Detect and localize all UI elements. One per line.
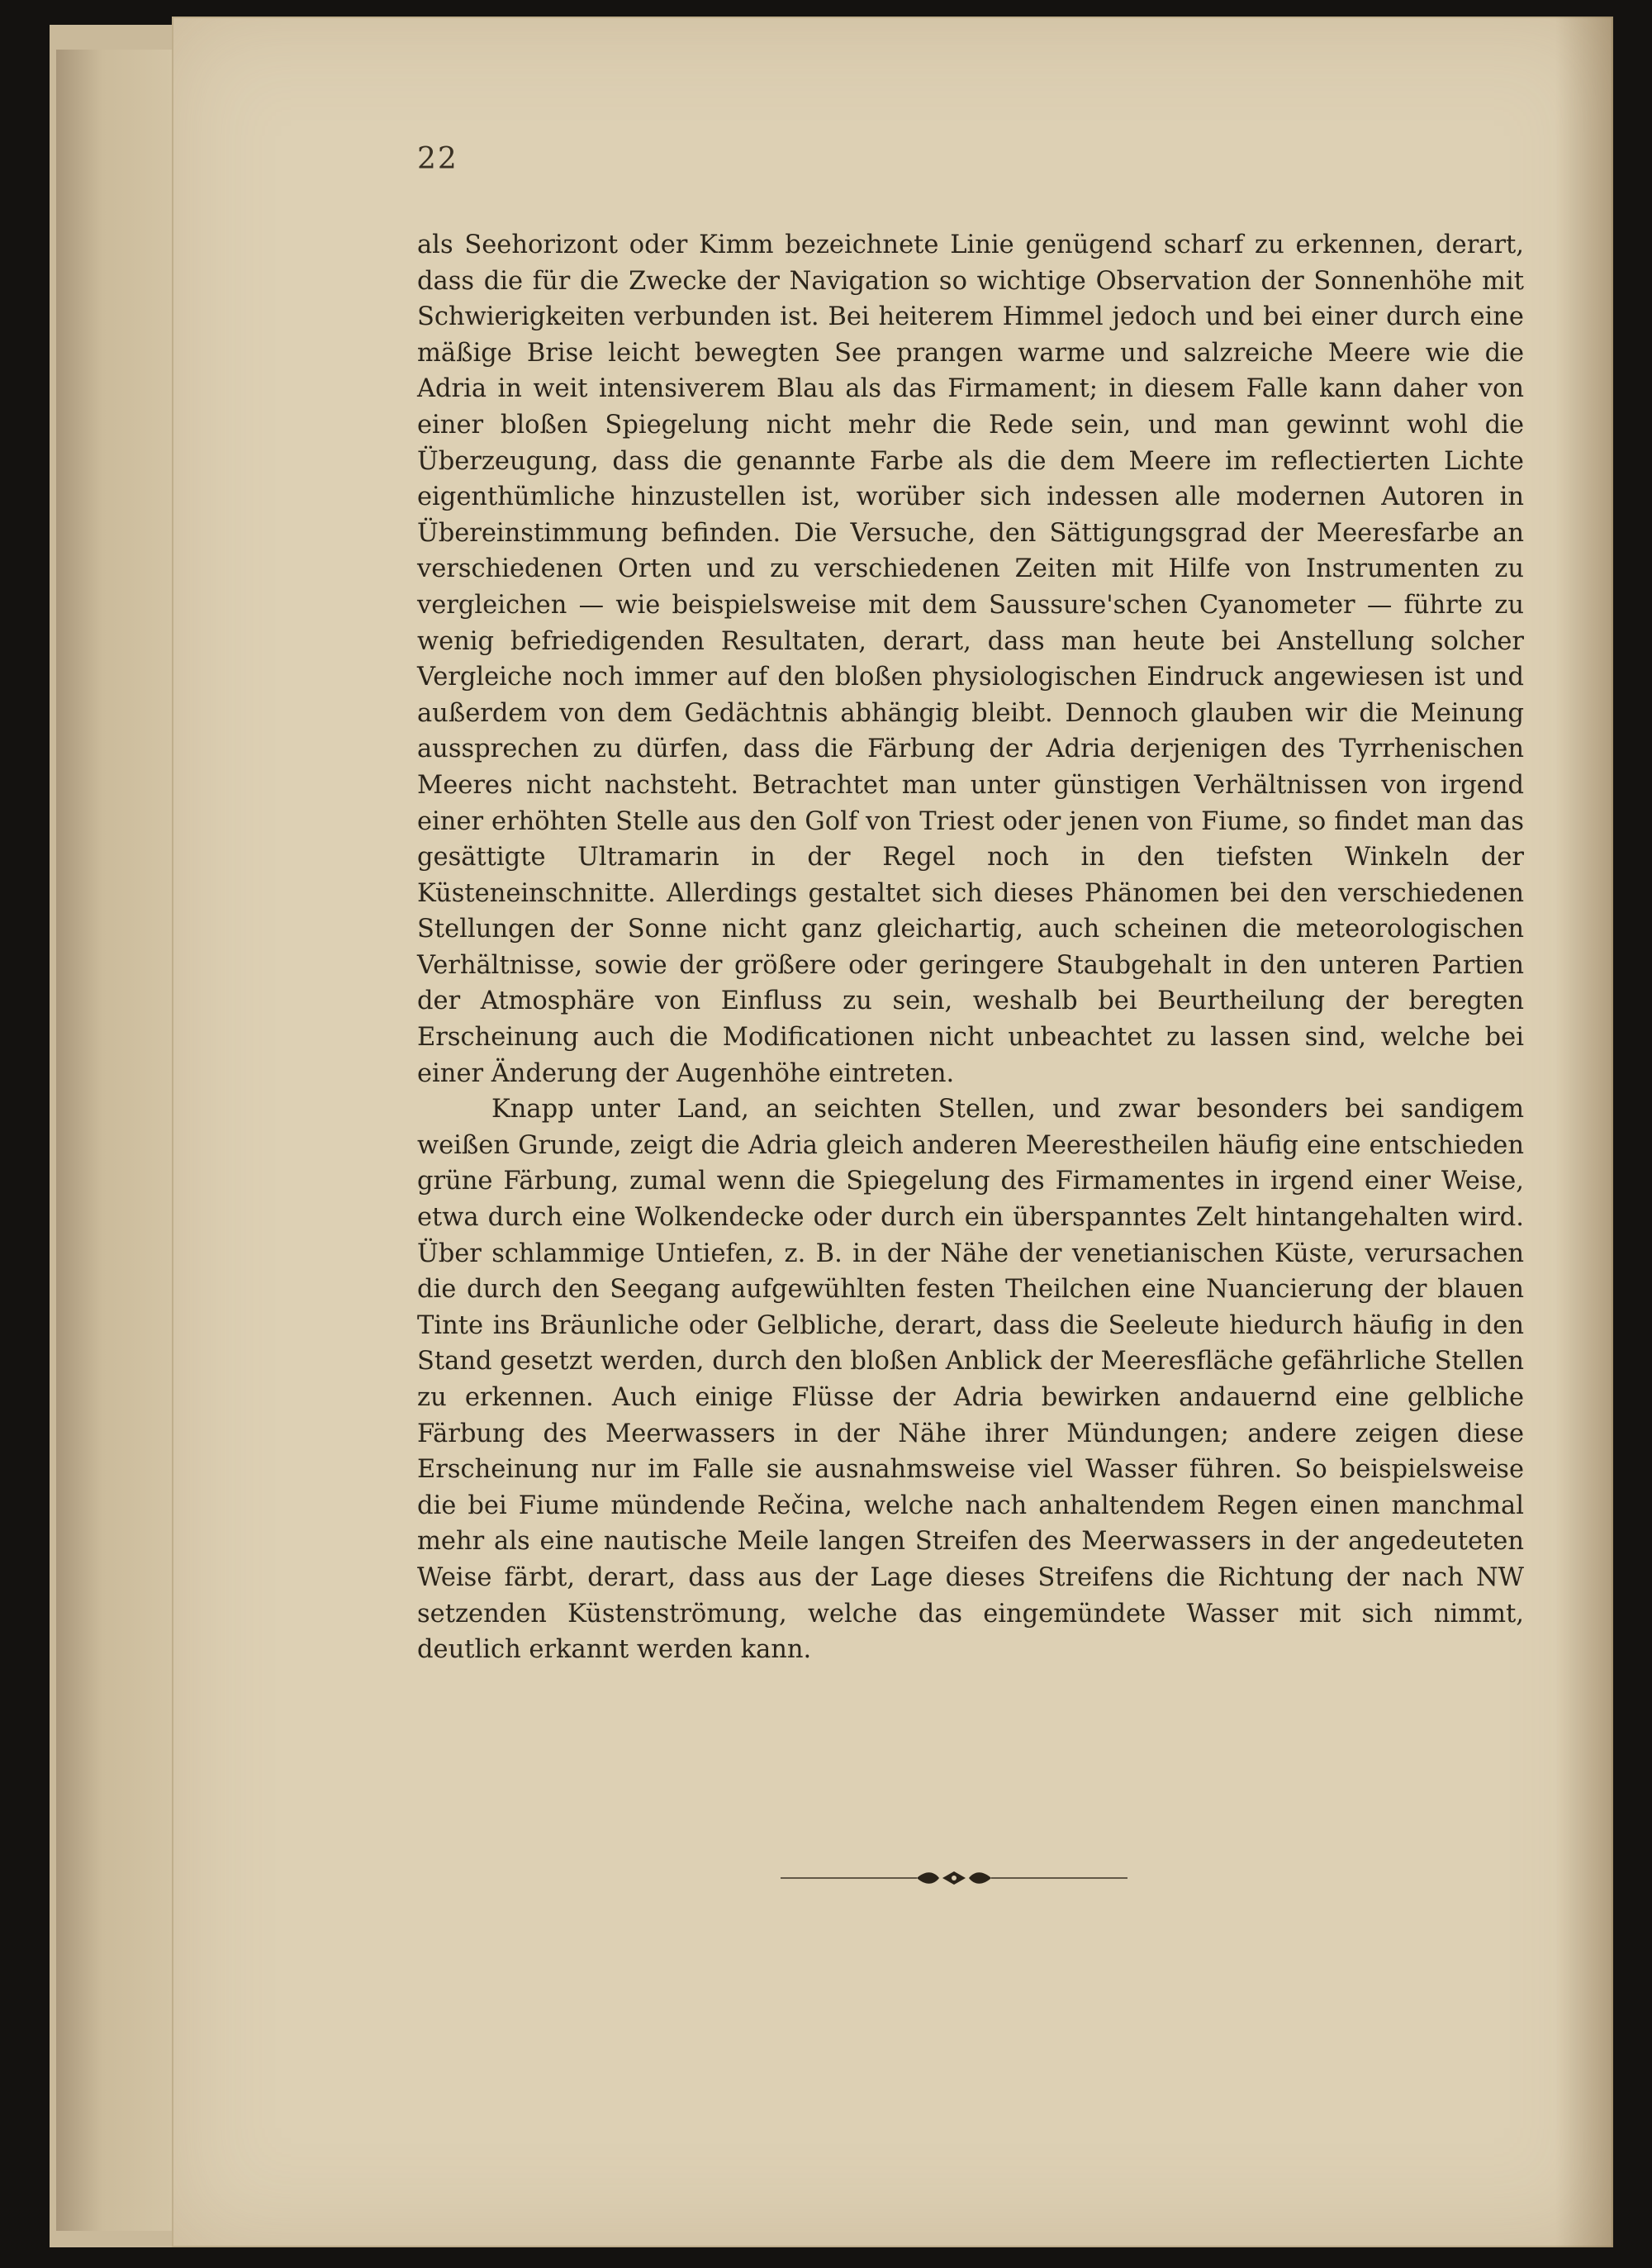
book-gutter (56, 50, 172, 2231)
ornament-divider-icon (781, 1866, 1127, 1890)
paragraph-1: als Seehorizont oder Kimm bezeichnete Linie genügend scharf zu erkennen, derart, dass die für die Zwecke der Navigation so wichtige Observation der Sonnenhöhe mit Schwierigkeiten verbunden ist. Bei heiterem Himmel jedoch und bei einer durch eine mäßige Brise leicht bewegten See prangen warme und salzreiche Meere wie die Adria in weit intensiverem Blau als das Firmament; in diesem Falle kann daher von einer bloßen Spiegelung nicht mehr die Rede sein, und man gewinnt wohl die Überzeugung, dass die genannte Farbe als die dem Meere im reflectierten Lichte eigenthümliche hinzustellen ist, worüber sich indessen alle modernen Autoren in Übereinstimmung befinden. Die Versuche, den Sättigungsgrad der Meeresfarbe an verschiedenen Orten und zu verschiedenen Zeiten mit Hilfe von Instrumenten zu vergleichen — wie beispielsweise mit dem Saussure'schen Cyanometer — führte zu wenig befriedigenden Resultaten, derart, dass man heute bei Anstellung solcher Vergleiche noch immer auf den bloßen physiologischen Eindruck angewiesen ist und außerdem von dem Gedächtnis abhängig bleibt. Dennoch glauben wir die Meinung aussprechen zu dürfen, dass die Färbung der Adria derjenigen des Tyrrhenischen Meeres nicht nachsteht. Betrachtet man unter günstigen Verhältnissen von irgend einer erhöhten Stelle aus den Golf von Triest oder jenen von Fiume, so findet man das gesättigte Ultramarin in der Regel noch in den tiefsten Winkeln der Küsteneinschnitte. Allerdings gestaltet sich dieses Phänomen bei den verschiedenen Stellungen der Sonne nicht ganz gleichartig, auch scheinen die meteorologischen Verhältnisse, sowie der größere oder geringere Staubgehalt in den unteren Partien der Atmosphäre von Einfluss zu sein, weshalb bei Beurtheilung der beregten Erscheinung auch die Modificationen nicht unbeachtet zu lassen sind, welche bei einer Änderung der Augenhöhe eintreten. (417, 231, 1524, 1088)
paragraph-2: Knapp unter Land, an seichten Stellen, und zwar besonders bei sandigem weißen Grunde, zeigt die Adria gleich anderen Meerestheilen häufig eine entschieden grüne Färbung, zumal wenn die Spiegelung des Firmamentes in irgend einer Weise, etwa durch eine Wolkendecke oder durch ein überspanntes Zelt hintangehalten wird. Über schlammige Untiefen, z. B. in der Nähe der venetianischen Küste, verursachen die durch den Seegang aufgewühlten festen Theilchen eine Nuancierung der blauen Tinte ins Bräunliche oder Gelbliche, derart, dass die Seeleute hiedurch häufig in den Stand gesetzt werden, durch den bloßen Anblick der Meeresfläche gefährliche Stellen zu erkennen. Auch einige Flüsse der Adria bewirken andauernd eine gelbliche Färbung des Meerwassers in der Nähe ihrer Mündungen; andere zeigen diese Erscheinung nur im Falle sie ausnahmsweise viel Wasser führen. So beispielsweise die bei Fiume mündende Rečina, welche nach anhaltendem Regen einen manchmal mehr als eine nautische Meile langen Streifen des Meerwassers in der angedeuteten Weise färbt, derart, dass aus der Lage dieses Streifens die Richtung der nach NW setzenden Küstenströmung, welche das eingemündete Wasser mit sich nimmt, deutlich erkannt werden kann. (417, 1095, 1524, 1665)
page-edge-shadow (1555, 17, 1613, 2247)
body-text (417, 227, 1524, 1668)
page-number: 22 (417, 142, 458, 176)
